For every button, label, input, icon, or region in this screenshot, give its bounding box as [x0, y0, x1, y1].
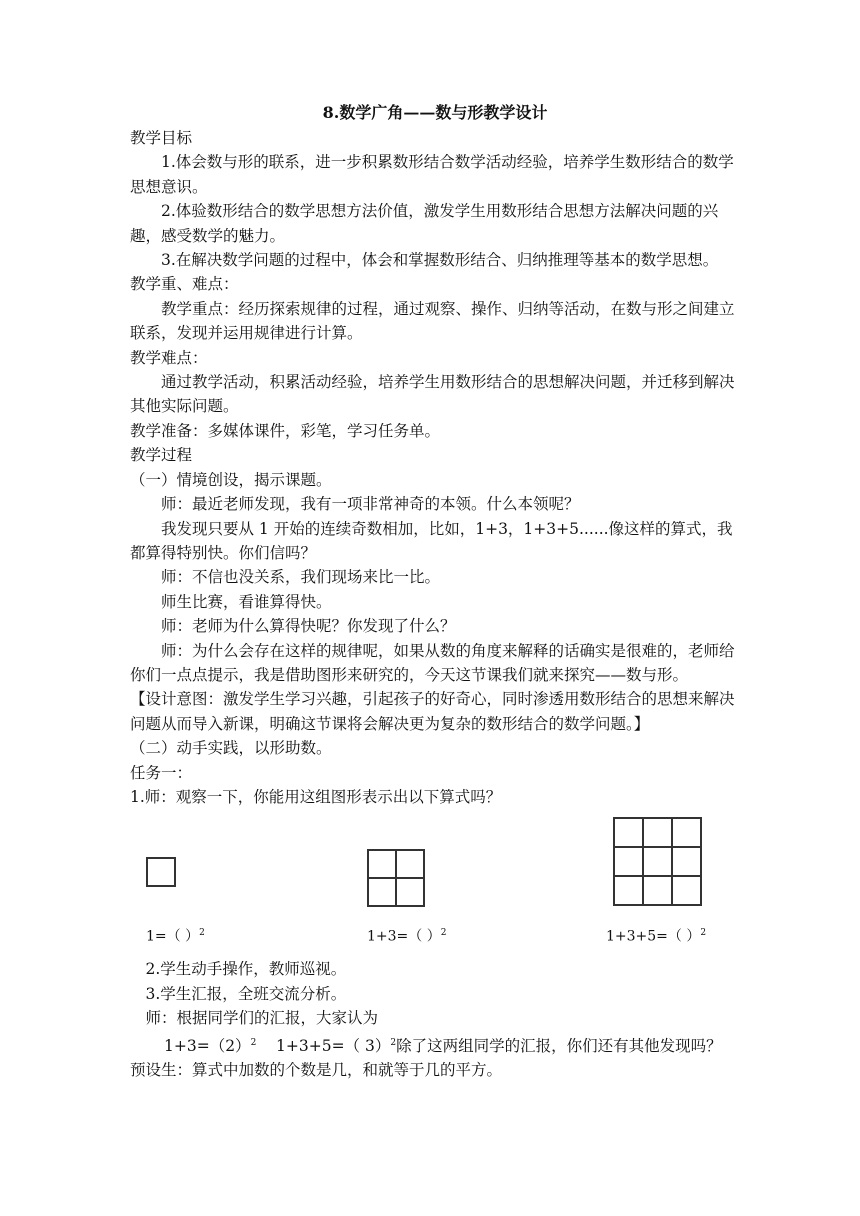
paragraph-4: 师生比赛，看谁算得快。: [161, 592, 332, 611]
paragraph-2: 我发现只要从 1 开始的连续奇数相加，比如，1+3，1+3+5......像这样的算式，我都算得特别快。你们信吗？: [130, 519, 733, 562]
goal-1: 1.体会数与形的联系，进一步积累数形结合数学活动经验，培养学生数形结合的数学思想意识。: [130, 153, 734, 196]
step-5: 预设生：算式中加数的个数是几，和就等于几的平方。: [130, 1061, 503, 1080]
step-4: 师：根据同学们的汇报，大家认为: [145, 1009, 379, 1028]
square-2x2: [367, 849, 425, 907]
process-heading: 教学过程: [130, 446, 193, 465]
part2-heading: （二）动手实践，以形助数。: [130, 739, 332, 758]
goal-2: 2.体验数形结合的数学思想方法价值，激发学生用数形结合思想方法解决问题的兴趣，感受数学的魅力。: [130, 202, 719, 245]
key-heading: 教学重、难点：: [130, 275, 239, 294]
paragraph-3: 师：不信也没关系，我们现场来比一比。: [161, 568, 441, 587]
formula-tail: 除了这两组同学的汇报，你们还有其他发现吗？: [396, 1036, 722, 1055]
caption-2: 1+3=（ ）$^2$: [367, 928, 447, 946]
preparation: 教学准备：多媒体课件，彩笔，学习任务单。: [130, 421, 441, 440]
step-3: 3.学生汇报，全班交流分析。: [145, 984, 347, 1003]
difficulty-heading: 教学难点：: [130, 348, 208, 367]
formula-b: 1+3+5=（ 3）: [276, 1036, 391, 1055]
difficulty: 通过教学活动，积累活动经验，培养学生用数形结合的思想解决问题，并迁移到解决其他实际问题。: [130, 373, 735, 416]
document-page: [130, 100, 740, 1083]
step-2: 2.学生动手操作，教师巡视。: [145, 960, 347, 979]
square-figures: [130, 817, 740, 953]
part1-heading: （一）情境创设，揭示课题。: [130, 470, 332, 489]
document-title: 8.数学广角——数与形教学设计: [322, 103, 548, 122]
question-1: 1.师：观察一下，你能用这组图形表示出以下算式吗？: [130, 787, 502, 806]
caption-1: 1=（ ）$^2$: [146, 928, 205, 946]
goal-3: 3.在解决数学问题的过程中，体会和掌握数形结合、归纳推理等基本的数学思想。: [161, 251, 719, 270]
design-intent: 【设计意图：激发学生学习兴趣，引起孩子的好奇心，同时渗透用数形结合的思想来解决问题从而导入新课，明确这节课将会解决更为复杂的数形结合的数学问题。】: [130, 690, 735, 733]
paragraph-6: 师：为什么会存在这样的规律呢，如果从数的角度来解释的话确实是很难的，老师给你们一点点提示，我是借助图形来研究的，今天这节课我们就来探究——数与形。: [130, 641, 735, 684]
caption-3: 1+3+5=（ ）$^2$: [606, 928, 707, 946]
paragraph-5: 师：老师为什么算得快呢？你发现了什么？: [161, 617, 456, 636]
paragraph-1: 师：最近老师发现，我有一项非常神奇的本领。什么本领呢？: [161, 495, 580, 514]
key-point: 教学重点：经历探索规律的过程，通过观察、操作、归纳等活动，在数与形之间建立联系，发现并运用规律进行计算。: [130, 299, 735, 343]
formula-line: $1+3=(2)^2$ 1+3+5=（ 3）$^2$除了这两组同学的汇报，你们还有其他发现吗？: [164, 1036, 722, 1055]
square-3x3: [613, 817, 702, 906]
task1-heading: 任务一：: [130, 763, 193, 782]
goals-heading: 教学目标: [130, 129, 193, 147]
square-1x1: [146, 857, 176, 887]
formula-a: 1+3=（2）: [164, 1036, 251, 1055]
